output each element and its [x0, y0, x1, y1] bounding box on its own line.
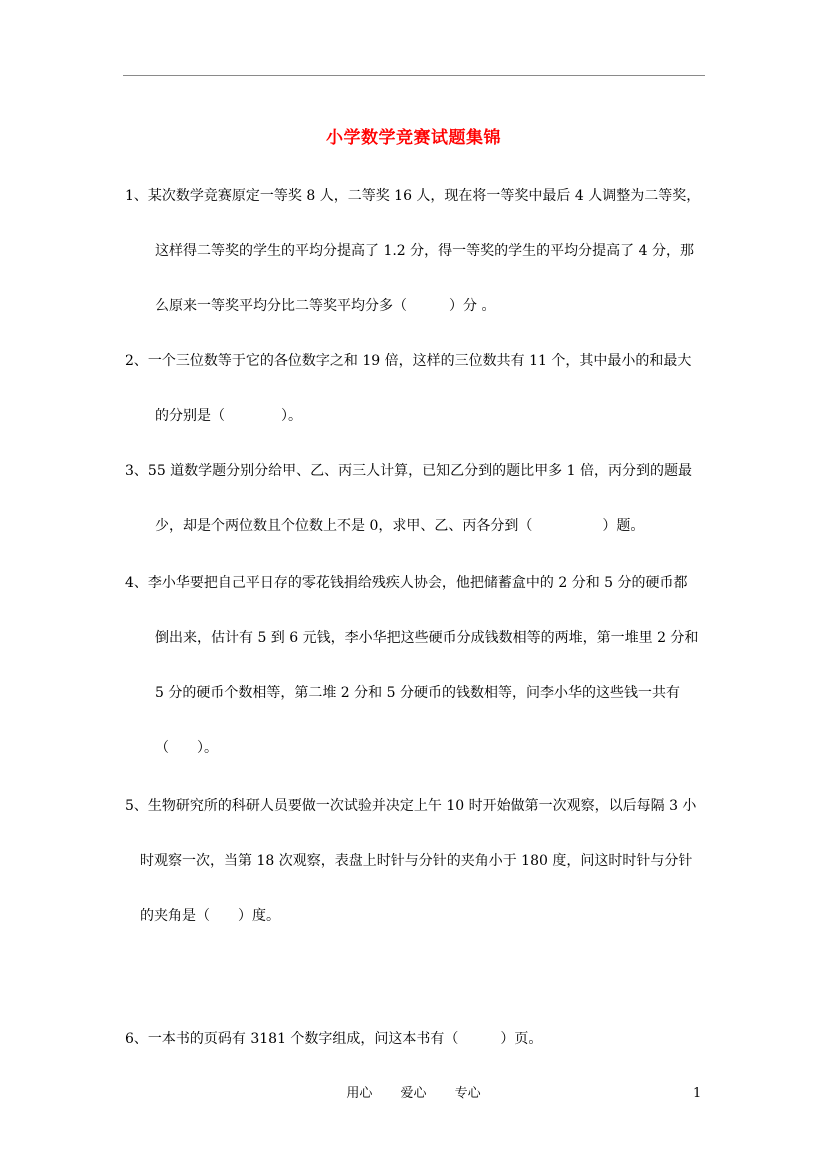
question-4-line-2: 倒出来，估计有 5 到 6 元钱，李小华把这些硬币分成钱数相等的两堆，第一堆里 2 分和 [155, 630, 699, 646]
document-title: 小学数学竞赛试题集锦 [326, 128, 501, 148]
footer-motto-2: 爱心 [400, 1086, 427, 1101]
question-6-line-1: 6、一本书的页码有 3181 个数字组成，问这本书有（ ）页。 [125, 1031, 543, 1047]
page-number: 1 [693, 1086, 702, 1101]
question-5-line-2: 时观察一次，当第 18 次观察，表盘上时针与分针的夹角小于 180 度，问这时时针与分针 [140, 853, 693, 869]
question-5-line-1: 5、生物研究所的科研人员要做一次试验并决定上午 10 时开始做第一次观察，以后每隔 3 小 [125, 798, 697, 814]
footer-motto [0, 1085, 827, 1103]
question-1-line-3: 么原来一等奖平均分比二等奖平均分多（ ）分 。 [155, 298, 496, 314]
footer-motto-3: 专心 [454, 1086, 481, 1101]
question-4-line-3: 5 分的硬币个数相等，第二堆 2 分和 5 分硬币的钱数相等，问李小华的这些钱一共有 [155, 685, 680, 701]
question-3-line-1: 3、55 道数学题分别分给甲、乙、丙三人计算，已知乙分到的题比甲多 1 倍，丙分到的题最 [125, 463, 692, 479]
question-4-line-1: 4、李小华要把自己平日存的零花钱捐给残疾人协会，他把储蓄盒中的 2 分和 5 分的硬币都 [125, 575, 688, 591]
question-2-line-2: 的分别是（ ）。 [155, 408, 302, 424]
question-3-line-2: 少，却是个两位数且个位数上不是 0，求甲、乙、丙各分到（ ）题。 [155, 518, 645, 534]
question-5-line-3: 的夹角是（ ）度。 [140, 908, 280, 924]
header-rule [123, 75, 705, 76]
question-1-line-1: 1、某次数学竞赛原定一等奖 8 人，二等奖 16 人，现在将一等奖中最后 4 人调整为二等奖， [125, 188, 701, 204]
footer-motto-1: 用心 [346, 1086, 373, 1101]
question-2-line-1: 2、一个三位数等于它的各位数字之和 19 倍，这样的三位数共有 11 个，其中最小的和最大 [125, 353, 692, 369]
question-4-line-4: （ ）。 [155, 740, 218, 756]
question-1-line-2: 这样得二等奖的学生的平均分提高了 1.2 分，得一等奖的学生的平均分提高了 4 分，那 [155, 243, 694, 259]
